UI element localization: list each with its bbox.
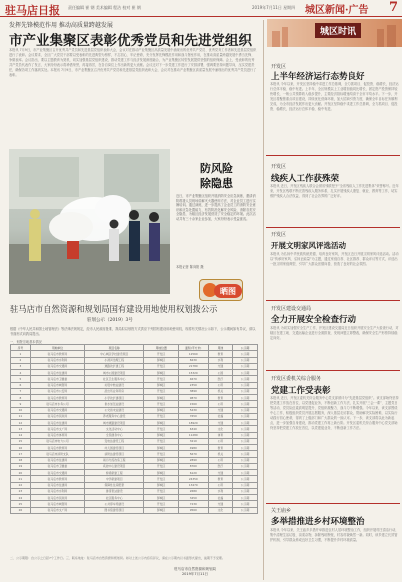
page-number: 7: [389, 0, 399, 15]
table-row: 24 驻马店市民政局 社区服务中心 驿城区 3450 社福 公示期: [11, 495, 258, 501]
footer-date: 2019年7月11日: [181, 571, 209, 576]
article-divider: [266, 503, 400, 504]
article-body: 本报讯 今年以来，开发区坚持稳中求进工作总基调，全力抓项目、促投资、稳增长，经济运行总体平稳、稳中有进。上半年，全区规模以上工业增加值同比增长，固定资产投资保持较快增长，一般公共预算收入稳步提升，主要经济指标增速均高于全市平均水平。下一步，开发区将聚焦重点项目建设，持续优化营商环境，加大招商引资力度，确保全年目标任务顺利完成，为全市经济发展作出更大贡献。开发区坚持稳中求进工作总基调，全力抓项目、促投资、稳增长，经济运行总体平稳、稳中有进。: [270, 82, 399, 111]
photo-caption: 本报记者 陈向阳 摄: [176, 265, 204, 269]
table-row: 12 驻马店市住建局 城市道路建设项目 驿城区 18920 交通 公示期: [11, 420, 258, 426]
table-row: 25 驻马店市城管局 公共停车场建设 开发区 7230 交通 公示期: [11, 501, 258, 507]
table-row: 2 驻马店市水利局 小清河治理工程 驿城区 8430 水利 公示期: [11, 357, 258, 363]
article-divider: [266, 155, 400, 156]
article-source: 关王庙乡: [271, 508, 292, 514]
article-divider: [266, 370, 400, 371]
table-row: 7 驻马店市公安局 派出所业务用房 开发区 3890 机关 公示期: [11, 388, 258, 394]
logo-badge: 晒图: [214, 284, 242, 298]
table-row: 11 驻马店市民政局 养老服务中心建设 开发区 7650 社福 公示期: [11, 413, 258, 419]
notice-number: 驻划公示（2019）3号: [87, 318, 133, 323]
table-row: 14 驻马店市体育局 全民健身中心 驿城区 11280 体育 公示期: [11, 432, 258, 438]
col-header: 面积(平方米): [178, 345, 208, 351]
table-row: 3 驻马店市交通局 道路改扩建工程 开发区 21780 交通 公示期: [11, 363, 258, 369]
table-row: 18 驻马店市住建局 雨污分流改造工程 驿城区 2890 公用 公示期: [11, 457, 258, 463]
table-row: 17 驻马店市消防支队 消防站建设项目 开发区 5670 机关 公示期: [11, 451, 258, 457]
table-row: 5 驻马店市卫健委 社区卫生服务中心 开发区 4670 医疗 公示期: [11, 376, 258, 382]
table-row: 16 驻马店市教育局 幼儿园建设项目 驿城区 4980 教育 公示期: [11, 445, 258, 451]
article-headline: 线疾人工作获殊荣: [271, 174, 340, 184]
fire-drill-photo: [9, 149, 170, 294]
article-body: 本报讯 为切实加强安全生产工作，开发区建设交通局近日组织开展安全生产大检查行动，对辖区在建工地、交通运输企业进行全面排查，发现问题立即整改，确保安全生产形势持续稳定向好。: [270, 326, 399, 340]
lead-subtitle: 发挥先锋模范作用 推动高质量跨越发展: [9, 22, 113, 29]
table-row: 22 驻马店市住建局 保障性住房配套 驿城区 13470 公用 公示期: [11, 482, 258, 488]
table-row: 6 驻马店市城管局 垃圾中转站建设 驿城区 2350 公用 公示期: [11, 382, 258, 388]
shaitu-logo: [199, 279, 243, 301]
masthead: [0, 0, 402, 17]
table-caption: 一、划拨宗地基本情况: [10, 340, 42, 344]
column-divider: [263, 20, 264, 580]
table-row: 26 驻马店市文广局 图书馆建设项目 驿城区 9560 文化 公示期: [11, 507, 258, 513]
editor-credits: 责任编辑 崔 钢 美术编辑 程洁 校对 崔 钢: [68, 5, 141, 10]
article-source: 开发区委机关综合服务: [271, 376, 322, 382]
notice-title: 驻马店市自然资源和规划局国有建设用地使用权划拨公示: [10, 304, 218, 314]
notice-intro: 根据《中华人民共和国土地管理法》等法律法规规定，经市人民政府批准，我局拟以划拨方式供应下列国有建设用地使用权，现将有关情况公示如下，公示期间如有异议，请以书面形式向我局提出。: [10, 327, 256, 336]
article-headline: 全力开展安全检查行动: [271, 315, 357, 325]
allocation-table: [10, 344, 258, 514]
table-row: 15 驻马店市电力公司 变电站建设工程 开发区 3210 公用 公示期: [11, 438, 258, 444]
col-header: 序号: [11, 345, 31, 351]
article-headline: 党建工作受表彰: [271, 386, 331, 396]
table-row: 9 驻马店市水务公司 供水加压站建设 开发区 1560 公用 公示期: [11, 401, 258, 407]
col-header: 项目名称: [85, 345, 144, 351]
col-header: 用地单位: [30, 345, 84, 351]
article-headline: 上半年经济运行态势良好: [271, 72, 365, 82]
banner-label: 城区时讯: [315, 23, 361, 38]
table-row: 8 驻马店市教育局 小学改扩建项目 驿城区 9870 教育 公示期: [11, 395, 258, 401]
photo-feature-title: 防风险 除隐患: [200, 162, 233, 190]
notice-notes: 二、公示期限：自公示之日起7个工作日。三、联系地址：驻马店市自然资源和规划局。如对上述公示内容有异议，请在公示期内以书面形式提出，逾期不予受理。: [10, 556, 225, 560]
section-title: 城区新闻·广告: [305, 5, 369, 16]
table-row: 21 驻马店市教育局 中学新建项目 开发区 24350 教育 公示期: [11, 476, 258, 482]
lead-body-text: 本报讯 7月9日，市产业集聚区召开优秀共产党员和先进基层党组织表彰大会，会议对在推动产业集聚区高质量发展中涌现出的优秀共产党员、优秀党务工作者和先进基层党组织进行了表彰。会议要求，全区广大党员干部要以受表彰的先进典型为榜样，不忘初心、牢记使命，充分发挥先锋模范作用和战斗堡垒作用，在推动高质量跨越发展中勇当先锋、争做表率。会议指出，要以主题教育为契机，切实加强基层党组织建设，推动党建工作与经济发展深度融合，为产业集聚区转型发展提供坚强的组织保障。会上，受表彰的优秀共产党员代表作了发言，大家纷纷表示将珍惜荣誉，再接再厉，在各自岗位上作出新的更大贡献。会议还对下一步党建工作进行了安排部署，强调要坚持问题导向，压实党建责任，确保各项工作落到实处。本报讯 7月9日，市产业集聚区召开优秀共产党员和先进基层党组织表彰大会，会议对在推动产业集聚区高质量发展中涌现出的优秀共产党员进行了表彰。: [9, 48, 257, 77]
newspaper-brand: 驻马店日报: [5, 4, 60, 17]
issue-date: 2019年7月11日 星期四: [252, 5, 296, 10]
col-header: 用地位置: [144, 345, 179, 351]
article-source: 开发区: [271, 64, 287, 70]
notice-footer: [160, 567, 230, 576]
article-headline: 多举措推进乡村环境整治: [271, 517, 365, 527]
article-body: 本报讯 近日，开发区残疾人联合会被省残联授予“全省残疾人工作先进集体”荣誉称号。近年来，开发区残联不断完善残疾人服务体系，扎实开展残疾人康复、就业、教育等工作，切实维护残疾人合法权益，得到了社会各界的广泛好评。: [270, 184, 399, 198]
article-headline: 开展文明家风评选活动: [271, 241, 346, 250]
table-row: 4 驻马店市住建局 城市公园建设项目 驿城区 15320 公园 公示期: [11, 370, 258, 376]
table-row: 20 驻马店市交通局 桥梁新建工程 驿城区 6120 交通 公示期: [11, 470, 258, 476]
article-body: 本报讯 为弘扬中华民族传统美德，培育良好家风，开发区近日开展文明家风评选活动。活动以“传承好家风、弘扬正能量”为主题，通过家庭自荐、社区推荐、群众评议等方式，评选出一批文明家庭典型，引导广大群众崇德向善，营造了良好的社会氛围。: [270, 252, 399, 266]
footer-org: 驻马店市自然资源和规划局: [174, 567, 216, 571]
article-source: 开发区建设交通局: [271, 306, 312, 312]
article-body: 本报讯 近日，开发区委机关综合服务中心党支部被评为“先进基层党组织”。该支部始终坚持把党建工作放在首位，以党建促业务，不断创新工作方法，扎实开展“三会一课”、主题党日等活动，党员队伍素质明显提升，党组织凝聚力、战斗力不断增强。今年以来，该支部围绕中心工作，积极组织党员开展志愿服务，深入基层走访群众，帮助解决实际困难，以实际行动践行初心使命，得到了上级部门和广大群众的一致认可。下一步，该支部将以此为新起点，进一步加强自身建设，推动党建工作再上新台阶。开发区委机关综合服务中心党支部始终坚持把党建工作放在首位，以党建促业务，不断创新工作方法。: [270, 396, 399, 430]
article-source: 开发区: [271, 232, 287, 238]
city-news-banner: [267, 19, 402, 47]
article-divider: [266, 227, 400, 228]
photo-feature-text: 近日，市产业集聚区组织开展消防安全应急演练，邀请消防救援人员现场讲解灭火器使用方法，对企业员工进行实操培训。通过演练，进一步提高了企业员工的消防安全意识和应急处置能力，有效防范化解安全风险，消除各类安全隐患，为辖区经济发展营造了安全稳定的环境。此次活动共有三十余家企业参加，大家纷纷表示受益匪浅。: [176, 194, 256, 221]
fire-drill-illustration: [9, 149, 170, 294]
article-body: 本报讯 今年以来，关王庙乡多措并举推进农村人居环境整治工作，组织开展村庄清洁行动，集中清理生活垃圾、沟渠杂物，拆除残垣断壁，村容村貌焕然一新。同时，该乡建立长效管护机制，引导群众养成良好卫生习惯，不断提升乡村环境质量。: [270, 528, 399, 542]
table-row: 1 驻马店市教育局 中心城区学校建设项目 开发区 12560 教育 公示期: [11, 351, 258, 357]
lead-headline: 市产业集聚区表彰优秀党员和先进党组织: [9, 33, 252, 49]
col-header: 公示期: [233, 345, 258, 351]
article-divider: [266, 300, 400, 301]
col-header: 用途: [208, 345, 233, 351]
table-row: 19 驻马店市卫健委 疾控中心建设项目 开发区 8760 医疗 公示期: [11, 463, 258, 469]
table-row: 23 驻马店市水利局 排涝泵站建设 开发区 2680 水利 公示期: [11, 488, 258, 494]
table-row: 13 驻马店市文广局 文化活动中心 开发区 6340 文化 公示期: [11, 426, 258, 432]
article-source: 开发区: [271, 164, 287, 170]
table-row: 10 驻马店市交通局 公交首末站建设 驿城区 5430 交通 公示期: [11, 407, 258, 413]
